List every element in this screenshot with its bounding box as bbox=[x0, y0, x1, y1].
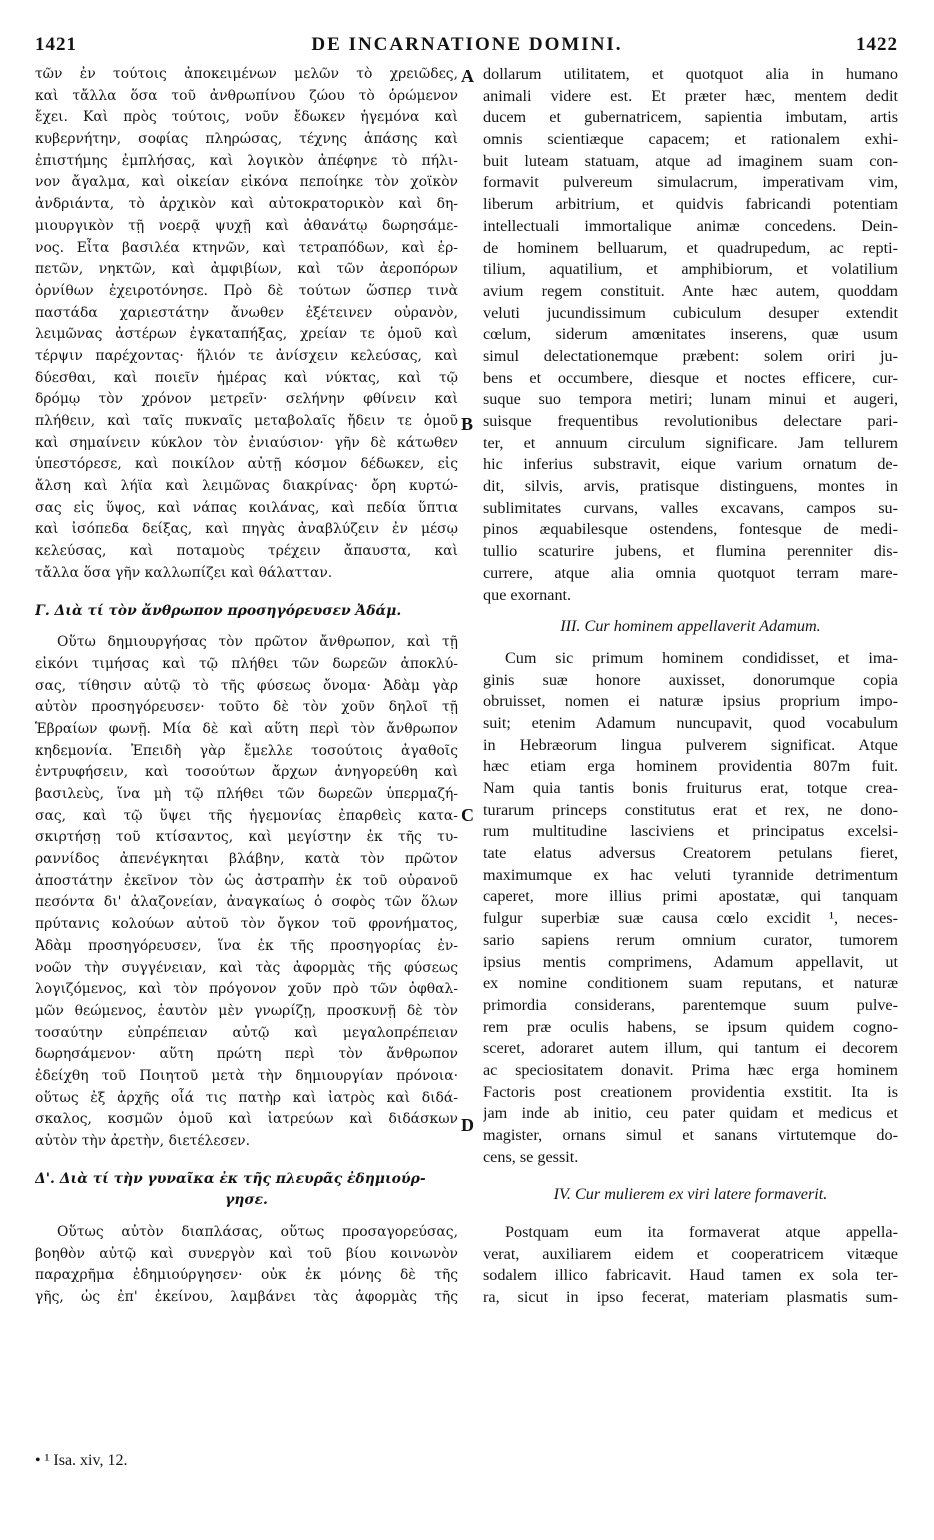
greek-text-line: ἀνδριάντα, τὸ ἀρχικὸν καὶ αὐτοκρατορικὸν καὶ δη- bbox=[35, 196, 458, 213]
greek-text-line: πλήθειν, καὶ ταῖς πυκναῖς μεταβολαῖς ἤδειν τε ὁμοῦ bbox=[35, 413, 458, 429]
latin-text-line: avium regem constituit. Ante hæc autem, quoddam bbox=[483, 281, 898, 300]
greek-text-line: τἄλλα ὅσα γῆν καλλωπίζει καὶ θάλατταν. bbox=[35, 564, 333, 581]
latin-text-line: buit luteam statuam, atque ad imaginem suam con- bbox=[483, 151, 898, 170]
latin-text-line: suque suo tempora metiri; lunam minui et augeri, bbox=[483, 390, 898, 409]
latin-heading-3: III. Cur hominem appellaverit Adamum. bbox=[560, 617, 821, 636]
greek-text-line: Ἀδὰμ προσηγόρευσεν, ἵνα ἐκ τῆς προσηγορίας ἐν- bbox=[35, 937, 458, 954]
greek-text-line: νος. Εἶτα βασιλέα κτηνῶν, καὶ τετραπόδων, καὶ ἑρ- bbox=[35, 239, 458, 256]
latin-text-line: maximumque ex hac veluti tyrannide detrimentum bbox=[483, 865, 898, 884]
latin-text-line: suisque frequentibus revolutionibus delectare pari- bbox=[483, 412, 898, 430]
greek-text-line: Οὕτως αὐτὸν διαπλάσας, οὕτως προσαγορεύσας, bbox=[57, 1224, 458, 1241]
latin-text-line: magister, ornans simul et sanans virtutemque do- bbox=[483, 1126, 898, 1144]
greek-text-line: σας, τίθησιν αὐτῷ τὸ τῆς φύσεως ὄνομα· Ἀδὰμ γὰρ bbox=[35, 677, 458, 694]
margin-marker-b: B bbox=[461, 414, 474, 434]
greek-text-line: κυβερνήτην, σοφίας πληρώσας, τέχνης ἁπάσης καὶ bbox=[35, 131, 458, 148]
latin-text-line: de hominem belluarum, et quadrupedum, ac repti- bbox=[483, 238, 898, 257]
greek-heading-3: Γ. Διὰ τί τὸν ἄνθρωπον προσηγόρευσεν Ἀδάμ. bbox=[35, 602, 402, 619]
latin-text-line: rum multitudine lasciviens et principatus excelsi- bbox=[483, 822, 898, 841]
footnote: • ¹ Isa. xiv, 12. bbox=[35, 1452, 128, 1469]
greek-text-line: Οὕτω δημιουργήσας τὸν πρῶτον ἄνθρωπον, καὶ τῇ bbox=[57, 634, 458, 651]
latin-text-line: turarum princeps constitutus erat et rex, ne dono- bbox=[483, 800, 898, 819]
latin-text-line: formavit pulvereum simulacrum, imperativam vim, bbox=[483, 173, 898, 192]
latin-text-line: hæc etiam erga hominem providentia 807m fuit. bbox=[483, 757, 898, 776]
latin-text-line: rem præ oculis habens, se ipsum quidem cogno- bbox=[483, 1017, 898, 1036]
latin-text-line: hic inferius substravit, eique varium ornatum de- bbox=[483, 455, 898, 474]
greek-text-line: ἐντρυφήσειν, καὶ τοσούτων ἄρχων ἀνηγορεύθη καὶ bbox=[35, 764, 458, 781]
latin-text-line: Cum sic primum hominem condidisset, et ima- bbox=[505, 648, 898, 667]
latin-text-line: sublimitates curvans, valles excavans, campos su- bbox=[483, 498, 898, 517]
latin-text-line: obruisset, nomen ei naturæ ipsius proprium impo- bbox=[483, 692, 898, 711]
latin-text-line: simul delectationemque præbent: solem oriri ju- bbox=[483, 346, 898, 365]
latin-text-line: jam inde ab initio, ceu pater quidam et medicus et bbox=[483, 1104, 898, 1123]
greek-text-line: δωρησάμενον· αὕτη πρώτη περὶ τὸν ἄνθρωπον bbox=[35, 1046, 458, 1063]
margin-marker-c: C bbox=[461, 805, 474, 825]
greek-paragraph-2 bbox=[35, 632, 458, 1153]
greek-text-line: σκιρτήσῃ τοῦ κτίσαντος, καὶ μεγίστην ἐκ τῆς τυ- bbox=[35, 829, 458, 846]
latin-text-line: veluti jucundissimum cubiculum desuper extendit bbox=[483, 303, 898, 322]
greek-text-line: δρόμῳ τὸν χρόνον μετρεῖν· σελήνην φθίνειν καὶ bbox=[35, 391, 458, 408]
greek-text-line: αὐτὸν προσηγόρευσεν· τοῦτο δὲ τὸν χοῦν δηλοῖ τῇ bbox=[35, 699, 458, 716]
greek-text-line: πρύτανις κολούων αὐτοῦ τὸν ὄγκον τοῦ φρονήματος, bbox=[35, 916, 458, 933]
latin-text-line: sodalem illico fabricavit. Haud tamen ex sola ter- bbox=[483, 1266, 898, 1285]
greek-text-line: μῶν θεώμενος, ἑαυτὸν μὲν γνωρίζῃ, προσκυνῇ δὲ τὸν bbox=[35, 1002, 458, 1019]
greek-text-line: σας εἰς ὕψος, καὶ νάπας κοιλάνας, καὶ πεδία ὕπτια bbox=[35, 499, 458, 516]
greek-heading-4-continued: γησε. bbox=[225, 1192, 268, 1209]
greek-paragraph-1 bbox=[35, 64, 458, 585]
latin-text-line: ducem et gubernatricem, sapientia imbutam, artis bbox=[483, 108, 898, 127]
latin-text-line: tilium, aquatilium, et amphibiorum, et volatilium bbox=[483, 260, 898, 279]
greek-paragraph-3 bbox=[35, 1222, 458, 1309]
latin-text-line: sario sapiens rerum omnium curator, tumorem bbox=[483, 930, 898, 949]
latin-text-line: currere, atque alia omnia quotquot terram mare- bbox=[483, 563, 898, 582]
latin-text-line: Nam quia tantis bonis fruiturus erat, totque crea- bbox=[483, 779, 898, 797]
greek-text-line: λογιζόμενος, καὶ τὸν πρόγονον χοῦν πρὸ τῶν ὀφθαλ- bbox=[35, 981, 458, 998]
greek-text-line: καὶ σημαίνειν κύκλον τὸν ἐνιαύσιον· γῆν δὲ κάτωθεν bbox=[35, 434, 458, 451]
greek-text-line: παραχρῆμα ἐδημιούργησεν· οὐκ ἐκ μόνης δὲ τῆς bbox=[35, 1267, 458, 1284]
latin-text-line: ipsius mentis comprimens, Adamum appellavit, ut bbox=[483, 952, 898, 971]
greek-text-line: παστάδα χαριεστάτην ἄνωθεν ἐξέτεινεν οὐρανὸν, bbox=[35, 304, 458, 321]
greek-text-line: ἐδείχθη τοῦ Ποιητοῦ μετὰ τὴν δημιουργίαν πρόνοια· bbox=[35, 1067, 458, 1084]
latin-text-line: primordia considerans, parentemque suum pulve- bbox=[483, 995, 898, 1014]
latin-text-line: ex nomine conditionem suam reputans, et naturæ bbox=[483, 974, 898, 993]
greek-text-line: δύεσθαι, καὶ ποιεῖν ἡμέρας καὶ νύκτας, καὶ τῷ bbox=[35, 369, 458, 386]
greek-text-line: ἔχει. Καὶ πρὸς τούτοις, νοῦν ἔδωκεν ἡγεμόνα καὶ bbox=[35, 109, 458, 126]
greek-text-line: τῶν ἐν τούτοις ἀποκειμένων μελῶν τὸ χρειῶδες, bbox=[35, 66, 458, 82]
greek-text-line: οὕτως ἐξ ἀρχῆς οἷά τις πατὴρ καὶ ἰατρὸς καὶ διδά- bbox=[35, 1089, 458, 1106]
latin-text-line: Factoris post creationem providentia exstitit. Ita is bbox=[483, 1082, 898, 1101]
latin-text-line: ter, et annuum circulum significare. Jam tellurem bbox=[483, 433, 898, 452]
latin-text-line: verat, auxiliarem eidem et cooperatricem vitæque bbox=[483, 1244, 898, 1263]
latin-paragraph-2 bbox=[483, 648, 898, 1169]
greek-text-line: σκαλος, κοσμῶν ὁμοῦ καὶ ἰατρεύων καὶ διδάσκων bbox=[35, 1111, 458, 1128]
column-number-right: 1422 bbox=[856, 34, 898, 55]
latin-text-line: Postquam eum ita formaverat atque appella- bbox=[505, 1223, 898, 1242]
greek-text-line: αὐτὸν τὴν ἀρετὴν, διετέλεσεν. bbox=[35, 1133, 251, 1149]
margin-marker-d: D bbox=[461, 1115, 474, 1135]
latin-text-line: animali videre est. Et præter hæc, mentem dedit bbox=[483, 86, 898, 105]
greek-text-line: καὶ τἄλλα ὅσα τοῦ ἀνθρωπίνου ζώου τὸ ὁρώμενον bbox=[35, 87, 458, 104]
running-title: DE INCARNATIONE DOMINI. bbox=[311, 34, 623, 55]
latin-text-line: cens, se gessit. bbox=[483, 1147, 579, 1166]
greek-text-line: ὑπεστόρεσε, καὶ ποικίλον αὐτῇ κόσμον δέδωκεν, εἰς bbox=[35, 456, 458, 473]
latin-text-line: bens et occumbere, diesque et noctes efficere, cur- bbox=[483, 368, 898, 387]
greek-text-line: κηδεμονία. Ἐπειδὴ γὰρ ἔμελλε τοσούτοις ἀγαθοῖς bbox=[35, 742, 458, 759]
greek-text-line: τοσαύτην εὐπρέπειαν αὐτῷ καὶ μεγαλοπρέπειαν bbox=[35, 1024, 458, 1041]
latin-text-line: caperet, more illius primi apostatæ, qui tanquam bbox=[483, 887, 898, 906]
latin-text-line: suit; etenim Adamum nuncupavit, quod vocabulum bbox=[483, 713, 898, 732]
greek-text-line: ὀρνίθων ἐχειροτόνησε. Πρὸ δὲ τούτων ὥσπερ τινὰ bbox=[35, 282, 458, 299]
latin-text-line: pinos æquabilesque ostendens, fontesque de medi- bbox=[483, 520, 898, 539]
latin-heading-4: IV. Cur mulierem ex viri latere formaverit. bbox=[553, 1185, 828, 1204]
greek-column bbox=[35, 64, 458, 1309]
latin-text-line: que exornant. bbox=[483, 585, 572, 604]
latin-text-line: intellectuali immortalique animæ concedens. Dein- bbox=[483, 216, 898, 235]
greek-text-line: πεσόντα δι' ἀλαζονείαν, ἀναγκαίως ὁ σοφὸς τῶν ὅλων bbox=[35, 894, 458, 911]
latin-text-line: ginis suæ honore auxisset, donorumque copia bbox=[483, 670, 898, 689]
greek-text-line: ἐπιστήμης ἐμπλήσας, καὶ λογικὸν ἀπέφηνε τὸ πήλι- bbox=[35, 152, 458, 169]
latin-paragraph-3 bbox=[483, 1222, 898, 1309]
greek-text-line: βασιλεὺς, ἵνα μὴ τῷ πλήθει τῶν δωρεῶν ὑπερμαζή- bbox=[35, 786, 458, 802]
latin-text-line: tullio scaturire jubens, et flumina perenniter dis- bbox=[483, 542, 898, 561]
latin-text-line: liberum arbitrium, et quidvis fabricandi potentiam bbox=[483, 195, 898, 214]
greek-text-line: ἀποστάτην ἐκεῖνον τὸν ὡς ἀστραπὴν ἐκ τοῦ οὐρανοῦ bbox=[35, 872, 458, 889]
latin-text-line: ra, sicut in ipso fecerat, materiam plasmatis sum- bbox=[483, 1288, 898, 1307]
latin-text-line: cœlum, siderum amœnitates inserens, quæ usum bbox=[483, 325, 898, 344]
running-header bbox=[0, 34, 934, 60]
greek-text-line: τέρψιν παρέχοντας· ἥλιόν τε ἀνίσχειν κελεύσας, καὶ bbox=[35, 347, 458, 364]
latin-column bbox=[483, 64, 898, 1309]
greek-text-line: εἰκόνι τιμήσας καὶ τῷ πλήθει τῶν δωρεῶν ἀποκλύ- bbox=[35, 655, 458, 672]
greek-text-line: μιουργικὸν τῇ νοερᾷ ψυχῇ καὶ ἀθανάτῳ δωρησάμε- bbox=[35, 217, 458, 234]
greek-text-line: λειμῶνας ἀστέρων ἐγκαταπήξας, χρείαν τε ὁμοῦ καὶ bbox=[35, 326, 458, 343]
latin-text-line: dollarum utilitatem, et quotquot alia in humano bbox=[483, 65, 898, 83]
latin-paragraph-1 bbox=[483, 64, 898, 606]
margin-marker-a: A bbox=[461, 66, 474, 86]
greek-text-line: ραννίδος ἀπενέγκηται βλάβην, κατὰ τὸν πρῶτον bbox=[35, 851, 458, 868]
greek-text-line: βοηθὸν αὐτῷ καὶ συνεργὸν καὶ τοῦ βίου κοινωνὸν bbox=[35, 1245, 458, 1262]
greek-text-line: ἄλση καὶ λήϊα καὶ λειμῶνας διακρίνας· ὄρη κυρτώ- bbox=[35, 478, 458, 495]
latin-text-line: dit, silvis, arvis, pratisque distinguens, montes in bbox=[483, 477, 898, 496]
greek-text-line: κελεύσας, καὶ ποταμοὺς τρέχειν ἄπαυστα, καὶ bbox=[35, 543, 458, 560]
greek-text-line: πετῶν, νηκτῶν, καὶ ἀμφιβίων, καὶ τῶν ἀεροπόρων bbox=[35, 261, 458, 278]
latin-text-line: in Hebræorum lingua pulverem significat. Atque bbox=[483, 735, 898, 754]
greek-text-line: γῆς, ὡς ἐπ' ἐκείνου, λαμβάνει τὰς ἀφορμὰς τῆς bbox=[35, 1289, 458, 1306]
greek-text-line: καὶ ἰσόπεδα δείξας, καὶ πηγὰς ἀναβλύζειν ἐν μέσῳ bbox=[35, 521, 458, 538]
column-number-left: 1421 bbox=[35, 34, 77, 55]
latin-text-line: tate elatus adversus Creatorem petulans fieret, bbox=[483, 844, 898, 863]
greek-text-line: νοῶν τὴν συγγένειαν, καὶ τὰς ἀφορμὰς τῆς φύσεως bbox=[35, 959, 458, 976]
latin-text-line: sceret, adoraret autem illum, qui tantum ei decorem bbox=[483, 1039, 898, 1058]
greek-heading-4: Δ'. Διὰ τί τὴν γυναῖκα ἐκ τῆς πλευρᾶς ἐδημιούρ- bbox=[35, 1170, 426, 1187]
greek-text-line: σας, καὶ τῷ ὕψει τῆς ἡγεμονίας ἐπαρθεὶς κατα- bbox=[35, 807, 458, 824]
latin-text-line: fulgur superbiæ suæ causa cœlo excidit ¹, neces- bbox=[483, 909, 898, 928]
latin-text-line: omnis scientiæque capacem; et rationalem exhi- bbox=[483, 130, 898, 149]
latin-text-line: ac speciositatem donavit. Prima hæc erga hominem bbox=[483, 1060, 898, 1079]
greek-text-line: Ἑβραίων φωνῇ. Μία δὲ καὶ αὕτη περὶ τὸν ἄνθρωπον bbox=[35, 720, 458, 737]
greek-text-line: νον ἄγαλμα, καὶ οἰκείαν εἰκόνα πεποίηκε τὸν χοϊκὸν bbox=[35, 174, 458, 191]
